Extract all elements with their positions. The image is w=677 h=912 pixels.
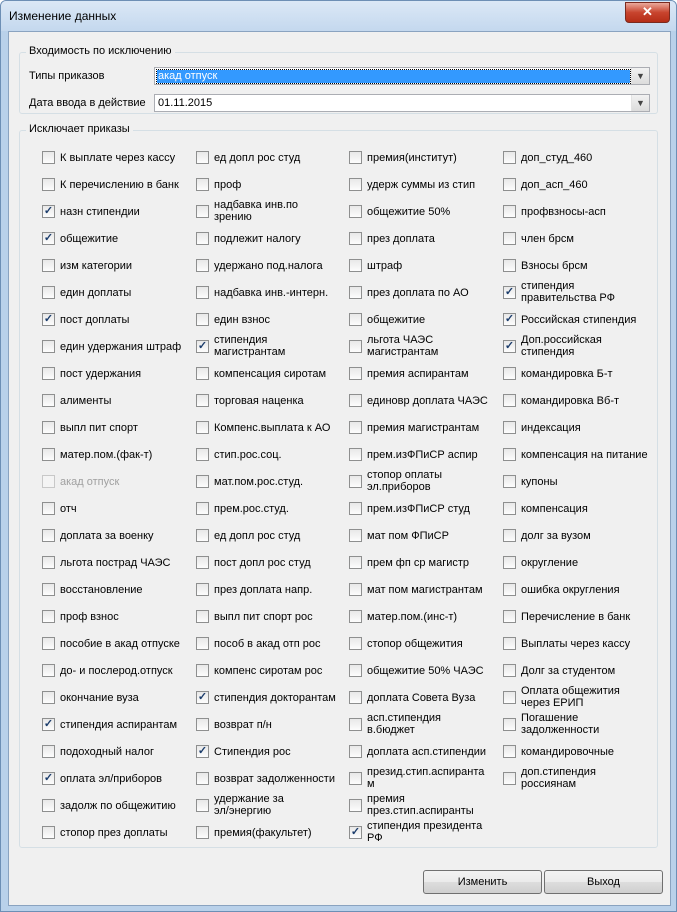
checkbox[interactable]: [503, 610, 516, 623]
checkbox[interactable]: [196, 259, 209, 272]
checkbox[interactable]: [42, 421, 55, 434]
check-icon: ✓: [43, 205, 54, 217]
checkbox[interactable]: [349, 637, 362, 650]
checkbox-label: Погашение задолженности: [521, 712, 600, 736]
checkbox-label: доплата за военку: [60, 530, 154, 542]
checkbox[interactable]: [42, 772, 55, 785]
checkbox-label: оплата эл/приборов: [60, 773, 163, 785]
checkbox[interactable]: [503, 151, 516, 164]
checkbox[interactable]: [42, 259, 55, 272]
checkbox[interactable]: [42, 745, 55, 758]
checkbox-label: единовр доплата ЧАЭС: [367, 395, 488, 407]
checkbox-label: член брсм: [521, 233, 574, 245]
checkbox[interactable]: [503, 286, 516, 299]
checkbox-label: общежитие 50% ЧАЭС: [367, 665, 484, 677]
checkbox[interactable]: [42, 448, 55, 461]
checkbox-label: индексация: [521, 422, 581, 434]
checkbox[interactable]: [196, 529, 209, 542]
checkbox[interactable]: [196, 718, 209, 731]
checkbox[interactable]: [349, 313, 362, 326]
checkbox[interactable]: [349, 286, 362, 299]
checkbox-label: прем.изФПиСР аспир: [367, 449, 478, 461]
checkbox[interactable]: [503, 394, 516, 407]
checkbox-label: един доплаты: [60, 287, 132, 299]
checkbox-label: ед допл рос студ: [214, 152, 301, 164]
checkbox-label: назн стипендии: [60, 206, 140, 218]
exit-button[interactable]: Выход: [544, 870, 663, 894]
checkbox-label: выпл пит спорт рос: [214, 611, 313, 623]
checkbox-label: доп_студ_460: [521, 152, 593, 164]
check-icon: ✓: [43, 313, 54, 325]
checkbox-label: до- и послерод.отпуск: [60, 665, 173, 677]
checkbox-label: купоны: [521, 476, 558, 488]
checkbox-label: един взнос: [214, 314, 271, 326]
checkbox-label: штраф: [367, 260, 403, 272]
checkbox[interactable]: [503, 772, 516, 785]
checkbox-label: прем фп ср магистр: [367, 557, 470, 569]
checkbox[interactable]: [42, 394, 55, 407]
checkbox[interactable]: [196, 448, 209, 461]
checkbox-label: торговая наценка: [214, 395, 304, 407]
checkbox-label: К перечислению в банк: [60, 179, 179, 191]
checkbox[interactable]: [349, 367, 362, 380]
checkbox-label: стипендия аспирантам: [60, 719, 178, 731]
checkbox-label: надбавка инв.по зрению: [214, 199, 299, 223]
checkbox[interactable]: [196, 556, 209, 569]
checkbox-label: премия през.стип.аспиранты: [367, 793, 474, 817]
checkbox[interactable]: [42, 610, 55, 623]
checkbox-label: доплата Совета Вуза: [367, 692, 476, 704]
checkbox-label: командировка Вб-т: [521, 395, 620, 407]
checkbox[interactable]: [349, 826, 362, 839]
checkbox-label: стипендия правительства РФ: [521, 280, 616, 304]
checkbox-label: Оплата общежития через ЕРИП: [521, 685, 620, 709]
checkbox-label: стопор общежития: [367, 638, 463, 650]
checkbox[interactable]: [196, 610, 209, 623]
checkbox[interactable]: [196, 502, 209, 515]
checkbox-label: стопор оплаты эл.приборов: [367, 469, 443, 493]
checkbox[interactable]: [349, 799, 362, 812]
effective-date-combo[interactable]: [154, 94, 650, 112]
checkbox-label: подлежит налогу: [214, 233, 301, 245]
checkbox[interactable]: [503, 664, 516, 677]
checkbox[interactable]: [503, 637, 516, 650]
checkbox-label: доплата асп.стипендии: [367, 746, 487, 758]
checkbox-label: презид.стип.аспиранта м: [367, 766, 485, 790]
checkbox[interactable]: [42, 529, 55, 542]
checkbox-label: стопор през доплаты: [60, 827, 168, 839]
checkbox[interactable]: [196, 232, 209, 245]
checkbox-label: мат пом ФПиСР: [367, 530, 449, 542]
checkbox[interactable]: [349, 394, 362, 407]
checkbox-label: компенсация на питание: [521, 449, 648, 461]
checkbox[interactable]: [503, 691, 516, 704]
checkbox-label: окончание вуза: [60, 692, 139, 704]
checkbox[interactable]: [42, 826, 55, 839]
checkbox-label: Перечисление в банк: [521, 611, 631, 623]
excludes-orders-groupbox: [19, 123, 658, 848]
checkbox[interactable]: [349, 718, 362, 731]
checkbox[interactable]: [503, 178, 516, 191]
checkbox[interactable]: [42, 286, 55, 299]
checkbox-label: профвзносы-асп: [521, 206, 606, 218]
order-types-value: акад отпуск: [157, 70, 630, 83]
checkbox-label: стипендия президента РФ: [367, 820, 483, 844]
checkbox[interactable]: [196, 421, 209, 434]
checkbox[interactable]: [349, 502, 362, 515]
checkbox[interactable]: [42, 583, 55, 596]
checkbox[interactable]: [503, 259, 516, 272]
checkbox-label: командировка Б-т: [521, 368, 613, 380]
check-icon: ✓: [504, 313, 515, 325]
check-icon: ✓: [504, 340, 515, 352]
checkbox-label: пост доплаты: [60, 314, 130, 326]
checkbox: [42, 475, 55, 488]
checkbox[interactable]: [349, 772, 362, 785]
checkbox[interactable]: [349, 205, 362, 218]
checkbox[interactable]: [196, 394, 209, 407]
checkbox-label: мат пом магистрантам: [367, 584, 483, 596]
checkbox[interactable]: [42, 151, 55, 164]
window-title: Изменение данных: [9, 9, 117, 23]
checkbox[interactable]: [196, 367, 209, 380]
checkbox-label: ошибка округления: [521, 584, 620, 596]
checkbox[interactable]: [196, 691, 209, 704]
checkbox[interactable]: [503, 448, 516, 461]
checkbox-label: премия аспирантам: [367, 368, 469, 380]
checkbox-label: през доплата по АО: [367, 287, 469, 299]
checkbox[interactable]: [196, 205, 209, 218]
checkbox[interactable]: [503, 745, 516, 758]
checkbox[interactable]: [196, 475, 209, 488]
checkbox-label: стип.рос.соц.: [214, 449, 282, 461]
checkbox-label: Доп.российская стипендия: [521, 334, 602, 358]
checkbox[interactable]: [42, 799, 55, 812]
checkbox[interactable]: [42, 205, 55, 218]
checkbox-label: пост допл рос студ: [214, 557, 311, 569]
exclusion-groupbox-legend: Входимость по исключению: [26, 45, 175, 57]
close-icon: ✕: [642, 4, 653, 19]
checkbox[interactable]: [196, 583, 209, 596]
checkbox-label: удерж суммы из стип: [367, 179, 476, 191]
checkbox[interactable]: [503, 556, 516, 569]
chevron-down-icon[interactable]: ▼: [631, 68, 649, 84]
checkbox-label: надбавка инв.-интерн.: [214, 287, 329, 299]
checkbox[interactable]: [42, 232, 55, 245]
checkbox-label: доп.стипендия россиянам: [521, 766, 596, 790]
checkbox-label: акад отпуск: [60, 476, 120, 488]
checkbox[interactable]: [503, 232, 516, 245]
checkbox-label: выпл пит спорт: [60, 422, 138, 434]
checkbox[interactable]: [349, 745, 362, 758]
checkbox-label: стипендия докторантам: [214, 692, 336, 704]
checkbox[interactable]: [42, 502, 55, 515]
checkbox[interactable]: [42, 340, 55, 353]
check-icon: ✓: [197, 340, 208, 352]
checkbox[interactable]: [349, 340, 362, 353]
check-icon: ✓: [197, 691, 208, 703]
excludes-orders-legend: Исключает приказы: [26, 123, 133, 135]
checkbox-label: компенсация: [521, 503, 588, 515]
checkbox-label: през доплата: [367, 233, 435, 245]
checkbox[interactable]: [349, 178, 362, 191]
checkbox-label: льгота пострад ЧАЭС: [60, 557, 171, 569]
order-types-combo[interactable]: [154, 67, 650, 85]
checkbox[interactable]: [196, 178, 209, 191]
checkbox-label: Российская стипендия: [521, 314, 637, 326]
checkbox[interactable]: [196, 664, 209, 677]
checkbox-label: пособ в акад отп рос: [214, 638, 321, 650]
checkbox[interactable]: [503, 313, 516, 326]
close-button[interactable]: [625, 2, 670, 23]
check-icon: ✓: [350, 826, 361, 838]
checkbox[interactable]: [503, 367, 516, 380]
checkbox[interactable]: [349, 259, 362, 272]
checkbox-label: округление: [521, 557, 579, 569]
chevron-down-icon[interactable]: ▼: [631, 95, 649, 111]
dialog-client-area: [8, 31, 671, 906]
checkbox-label: доп_асп_460: [521, 179, 588, 191]
checkbox-label: долг за вузом: [521, 530, 591, 542]
checkbox[interactable]: [349, 610, 362, 623]
checkbox-label: общежитие: [367, 314, 426, 326]
checkbox-label: компенс сиротам рос: [214, 665, 323, 677]
checkbox[interactable]: [349, 448, 362, 461]
checkbox[interactable]: [196, 745, 209, 758]
exclusion-groupbox: [19, 45, 658, 114]
checkbox-label: Долг за студентом: [521, 665, 616, 677]
checkbox-label: Стипендия рос: [214, 746, 291, 758]
checkbox[interactable]: [349, 151, 362, 164]
checkbox-label: общежитие 50%: [367, 206, 451, 218]
checkbox-label: удержание за эл/энергию: [214, 793, 284, 817]
checkbox[interactable]: [42, 313, 55, 326]
effective-date-label: Дата ввода в действие: [29, 97, 146, 109]
checkbox-label: матер.пом.(инс-т): [367, 611, 458, 623]
checkbox-label: отч: [60, 503, 77, 515]
checkbox-label: Выплаты через кассу: [521, 638, 631, 650]
check-icon: ✓: [504, 286, 515, 298]
checkbox-label: льгота ЧАЭС магистрантам: [367, 334, 439, 358]
checkbox[interactable]: [503, 529, 516, 542]
checkbox-label: проф: [214, 179, 242, 191]
checkbox-label: асп.стипендия в.бюджет: [367, 712, 441, 736]
checkbox-label: подоходный налог: [60, 746, 154, 758]
change-button[interactable]: Изменить: [423, 870, 542, 894]
checkbox[interactable]: [349, 529, 362, 542]
checkbox[interactable]: [349, 421, 362, 434]
checkbox-label: восстановление: [60, 584, 143, 596]
checkbox[interactable]: [42, 718, 55, 731]
checkbox-label: общежитие: [60, 233, 119, 245]
checkbox[interactable]: [196, 151, 209, 164]
checkbox[interactable]: [42, 367, 55, 380]
checkbox-label: удержано под.налога: [214, 260, 323, 272]
checkbox[interactable]: [503, 205, 516, 218]
checkbox-label: прем.рос.студ.: [214, 503, 289, 515]
checkbox[interactable]: [196, 799, 209, 812]
checkbox-label: К выплате через кассу: [60, 152, 176, 164]
checkbox[interactable]: [503, 502, 516, 515]
checkbox-label: през доплата напр.: [214, 584, 313, 596]
check-icon: ✓: [43, 772, 54, 784]
checkbox-label: возврат п/н: [214, 719, 272, 731]
checkbox[interactable]: [503, 583, 516, 596]
checkbox[interactable]: [503, 718, 516, 731]
checkbox[interactable]: [196, 340, 209, 353]
checkbox-label: компенсация сиротам: [214, 368, 327, 380]
checkbox[interactable]: [42, 691, 55, 704]
checkbox[interactable]: [42, 556, 55, 569]
checkbox-label: проф взнос: [60, 611, 119, 623]
checkbox-label: пост удержания: [60, 368, 142, 380]
checkbox[interactable]: [503, 340, 516, 353]
checkbox-label: Компенс.выплата к АО: [214, 422, 331, 434]
checkbox-label: задолж по общежитию: [60, 800, 176, 812]
checkbox[interactable]: [349, 583, 362, 596]
checkbox-label: Взносы брсм: [521, 260, 588, 272]
checkbox[interactable]: [196, 826, 209, 839]
checkbox-label: алименты: [60, 395, 112, 407]
checkbox[interactable]: [196, 286, 209, 299]
checkbox-label: командировочные: [521, 746, 615, 758]
checkbox[interactable]: [42, 664, 55, 677]
checkbox-label: изм категории: [60, 260, 133, 272]
title-bar[interactable]: [1, 1, 676, 31]
checkbox[interactable]: [503, 421, 516, 434]
checkbox[interactable]: [503, 475, 516, 488]
checkbox-label: премия(факультет): [214, 827, 312, 839]
checkbox[interactable]: [42, 178, 55, 191]
checkbox-label: прем.изФПиСР студ: [367, 503, 470, 515]
checkbox-label: премия магистрантам: [367, 422, 480, 434]
checkbox-label: стипендия магистрантам: [214, 334, 286, 358]
effective-date-value: 01.11.2015: [158, 97, 213, 109]
checkbox[interactable]: [349, 691, 362, 704]
checkbox[interactable]: [349, 664, 362, 677]
checkbox-label: премия(институт): [367, 152, 457, 164]
checkbox[interactable]: [349, 556, 362, 569]
check-icon: ✓: [197, 745, 208, 757]
checkbox-label: возврат задолженности: [214, 773, 335, 785]
checkbox[interactable]: [196, 772, 209, 785]
checkbox-label: матер.пом.(фак-т): [60, 449, 153, 461]
checkbox-label: мат.пом.рос.студ.: [214, 476, 304, 488]
check-icon: ✓: [43, 232, 54, 244]
order-types-label: Типы приказов: [29, 70, 105, 82]
checkbox[interactable]: [42, 637, 55, 650]
checkbox[interactable]: [196, 313, 209, 326]
checkbox-label: ед допл рос студ: [214, 530, 301, 542]
checkbox[interactable]: [349, 475, 362, 488]
checkbox[interactable]: [196, 637, 209, 650]
checkbox-label: пособие в акад отпуске: [60, 638, 180, 650]
checkbox[interactable]: [349, 232, 362, 245]
check-icon: ✓: [43, 718, 54, 730]
checkbox-label: един удержания штраф: [60, 341, 182, 353]
